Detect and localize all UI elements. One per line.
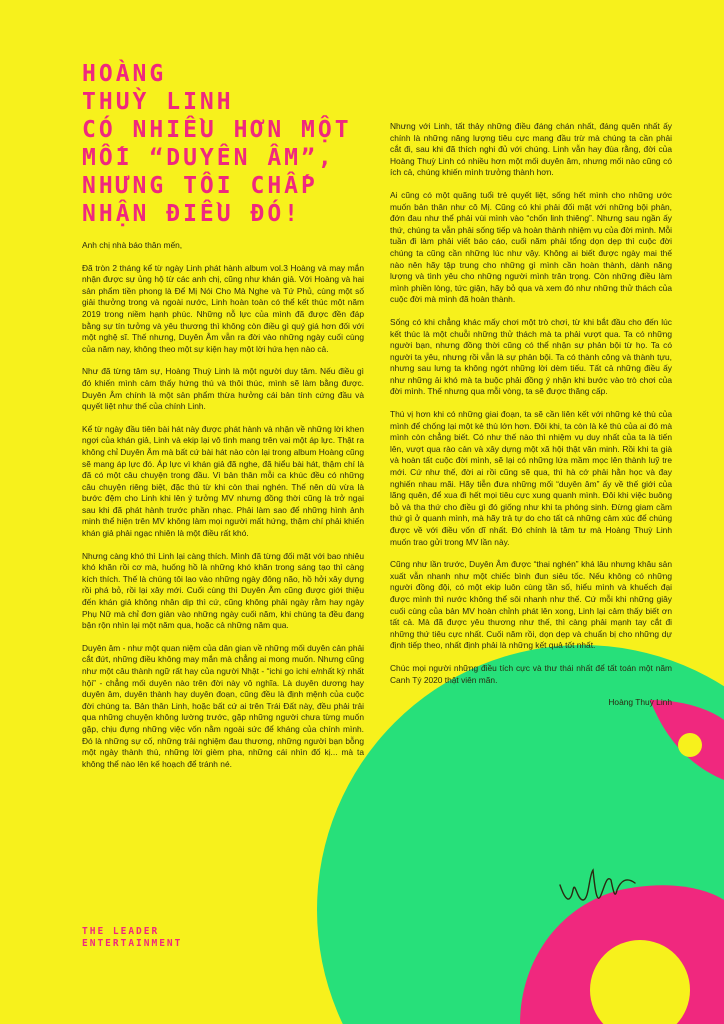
greeting: Anh chị nhà báo thân mến, (82, 240, 183, 250)
headline-line-5: NHƯNG TÔI CHẤP (82, 173, 318, 199)
paragraph: Kể từ ngày đầu tiên bài hát này được phát hành và nhận về những lời khen ngợi của khán giả, Linh và ekip lại vô tình mang trên vai một áp lực. Thật ra không chỉ Duyên Âm mà bất cứ bài hát nào còn lại trong album Hoàng cũng sẽ mang áp lực đó. Áp lực vì khán giả đã nghe, đã hiểu bài hát, thậm chí là đã có một câu chuyện trong đầu. Vì bản thân mỗi ca khúc đều có những câu chuyện riêng biệt, đặc thù từ khi còn thai nghén. Thế nên dù vừa là bước đệm cho Linh khi lên ý tưởng MV nhưng đồng thời cũng là trở ngại sau khi đã phát hành trước phần nhạc. Phải làm sao để những hình ảnh minh thể hiện trên MV không làm mọi người mất hứng, thậm chí phải khiến khán giả phải ngạc nhiên là một điều rất khó. (82, 423, 364, 539)
brand-line-1: THE LEADER (82, 926, 160, 937)
headline-line-2: THUỲ LINH (82, 89, 234, 115)
brand-line-2: ENTERTAINMENT (82, 938, 183, 949)
handwritten-signature (555, 855, 645, 915)
left-column (82, 240, 364, 781)
headline-line-6: NHẬN ĐIỀU ĐÓ! (82, 201, 302, 227)
right-column (390, 121, 672, 709)
headline-line-4: MỐI “DUYÊN ÂM”, (82, 145, 335, 171)
paragraph: Sống có khi chẳng khác mấy chơi một trò chơi, từ khi bắt đầu cho đến lúc kết thúc là một chuỗi những thử thách mà ta phải vượt qua. Ta có những người bạn, nhưng đồng thời cũng có thể nhận sự phản bội từ họ. Ta có người ta yêu, nhưng rồi vẫn là sự phản bội. Ta có thành công và thành tựu, nhưng sau lưng ta không ngớt những lời dèm tiếu. Tất cả những điều ấy như những ải khó mà ta buộc phải đồng ý nhận khi bước vào trò chơi của đời mình. Thế nhưng qua mỗi vòng, ta sẽ được thăng cấp. (390, 316, 672, 397)
paragraph: Đã tròn 2 tháng kể từ ngày Linh phát hành album vol.3 Hoàng và may mắn nhận được sự ủng hộ từ các anh chị, cũng như khán giả. Với Hoàng và hai sản phẩm tiền phong là Để Mị Nói Cho Mà Nghe và Tứ Phủ, cùng một số giải thưởng trong và ngoài nước, Linh hoàn toàn có thể kết thúc một năm 2019 trong niềm hạnh phúc. Những nỗ lực của mình đã được đền đáp bằng sự tín tưởng và yêu thương thì không còn điều gì quý giá hơn đối với một nghệ sĩ. Thế nhưng, Duyên Âm vẫn ra đời vào những ngày cuối cùng của năm nay, không theo một sự kiện hay một lời hứa hẹn nào cả. (82, 262, 364, 354)
signature-name: Hoàng Thuỳ Linh (608, 697, 672, 708)
paragraph: Nhưng với Linh, tất thảy những điều đáng chán nhất, đáng quên nhất ấy chính là những năng lượng tiêu cực mang đầu trừ mà chúng ta cần phải cắt đi, sau khi đã thích nghi đủ với chúng. Linh vẫn hay đùa rằng, đời của Hoàng Thuỳ Linh có nhiều hơn một mối duyên âm, nhưng mối nào cũng có ích cả, chúng khiến mình trưởng thành hơn. (390, 121, 672, 178)
headline-line-1: HOÀNG (82, 61, 167, 87)
paragraph: Chúc mọi người những điều tích cực và thư thái nhất để tất toán một năm Canh Tý 2020 thật viên mãn. (390, 662, 672, 685)
paragraph: Thú vị hơn khi có những giai đoạn, ta sẽ cần liên kết với những kẻ thù của mình để chống lại một kẻ thù lớn hơn. Đôi khi, ta còn là kẻ thù của ai đó mà mình còn chẳng biết. Có như thế nào thì nhiệm vụ duy nhất của ta là tiến lên, vượt qua rào cản và xây dựng một xã hội thật văn minh. Rồi khi ta già và hoàn tất cuộc đời mình, sẽ lại có những lứa mầm mọc lên thành luỹ tre mới. Cứ như thế, đời ai rồi cũng sẽ qua, thì hà cớ phải hằn học và đay nghiến nhau mãi. Hãy tiễn đưa những mối “duyên âm” ấy về thế giới của lãng quên, để xua đi hết mọi tiêu cực xung quanh mình. Đôi khi việc buông bỏ và tha thứ cho điều gì đó giống như khi ta phóng sinh. Đừng giam cầm thứ gì ở quanh mình, mà hãy trả tự do cho tất cả những cảm xúc để chúng được về với điều vốn dĩ nhất. Đó chính là tâm tư mà Hoàng Thuỳ Linh muốn trao gửi trong MV lần này. (390, 409, 672, 547)
paragraph: Duyên âm - như một quan niệm của dân gian về những mối duyên cản phải cắt đứt, những điều không may mắn mà chẳng ai mong muốn. Nhưng cũng như một câu thành ngữ rất hay của người Nhật - “ichi go ichi e/nhất kỳ nhất hội” - chẳng mối duyên nào trên đời này vô nghĩa. Là duyên dương hay duyên âm, duyên thành hay duyên đoạn, cũng đều là định mệnh của cuộc đời chúng ta. Bản thân Linh, hoặc bất cứ ai trên Trái Đất này, đều phải trải qua những chuyện không lường trước, gặp những người chưa từng muốn gặp, chịu đựng những việc vốn nằm ngoài sức để kháng của chính mình. Đó là những sự cố, những trải nghiệm đau thương, những người bạn bỗng một ngày thành thù, những lời gièm pha, những cái nhìn đố kị... mà ta không thể nào lên kế hoạch để tránh né. (82, 642, 364, 769)
headline (82, 60, 382, 228)
paragraph: Cũng như lần trước, Duyên Âm được “thai nghén” khá lâu nhưng khâu sản xuất vẫn nhanh như một chiếc bình đun siêu tốc. Nếu không có những người đồng đội, có một ekip luôn cùng tần số, hiểu mình và khuếch đại được mình thì nước không thể sôi nhanh như thế. Cứ mỗi khi những giây cuối cùng của bản MV hoàn chỉnh phát lên xong, Linh lại cảm thấy biết ơn tất cả. Mà đã được yêu thương như thế, thì càng phải mạnh tay cắt đi những thứ tiêu cực nhất. Cuối năm rồi, dọn dẹp và chuẩn bị cho những dự định tiếp theo, nhất định phải là những kết quả tốt nhất. (390, 559, 672, 651)
paragraph: Như đã từng tâm sự, Hoàng Thuỳ Linh là một người duy tâm. Nếu điều gì đó khiến mình cảm thấy hứng thú và thôi thúc, mình sẽ làm bằng được. Duyên Âm chính là một sản phẩm thừa hưởng cái bản tính cứng đầu và quyết liệt như thế của chính Linh. (82, 366, 364, 412)
headline-line-3: CÓ NHIỀU HƠN MỘT (82, 117, 352, 143)
paragraph: Ai cũng có một quãng tuổi trẻ quyết liệt, sống hết mình cho những ước muốn bản thân như cô Mị. Cũng có khi phải đối mặt với những bội phản, đớn đau như thể phải vùi mình vào “chốn linh thiêng”. Nhưng sau ngần ấy thứ, chúng ta vẫn phải sống tiếp và hoàn thành nhiệm vụ của đời mình. Mỗi tuần đi làm phải viết báo cáo, cuối năm phải tổng dọn dẹp thì cuộc đời chúng ta cũng cần những lúc như vậy. Không ai biết được ngày mai thế nào nên hãy tập trung cho những gì mình cần hoàn thành, dành năng lượng và tình yêu cho những người mình trân trọng. Còn những điều làm mình phiền lòng, tức giận, hãy bỏ qua và xem đó như những thử thách của cuộc đời mà mình đã hoàn thành. (390, 189, 672, 305)
yellow-dot (678, 733, 702, 757)
footer-brand (82, 926, 182, 950)
paragraph: Nhưng càng khó thì Linh lại càng thích. Mình đã từng đối mặt với bao nhiêu khó khăn rồi cơ mà, huống hồ là những khó khăn trong sáng tạo thì càng kích thích. Thế là chúng tôi lao vào những ngày đông não, hồ hởi xây dựng rồi phá bỏ, rồi lại xây mới. Cuối cùng thì Duyên Âm cũng được giới thiệu đến khán giả không nhân dịp thì cứ, cũng không phải ngày rằm hay ngày Phụ Nữ mà chỉ đơn giản vào những ngày cuối năm, khi chúng ta đều đang bận rộn nhìn lại một năm qua, hoặc cả những năm qua. (82, 550, 364, 631)
